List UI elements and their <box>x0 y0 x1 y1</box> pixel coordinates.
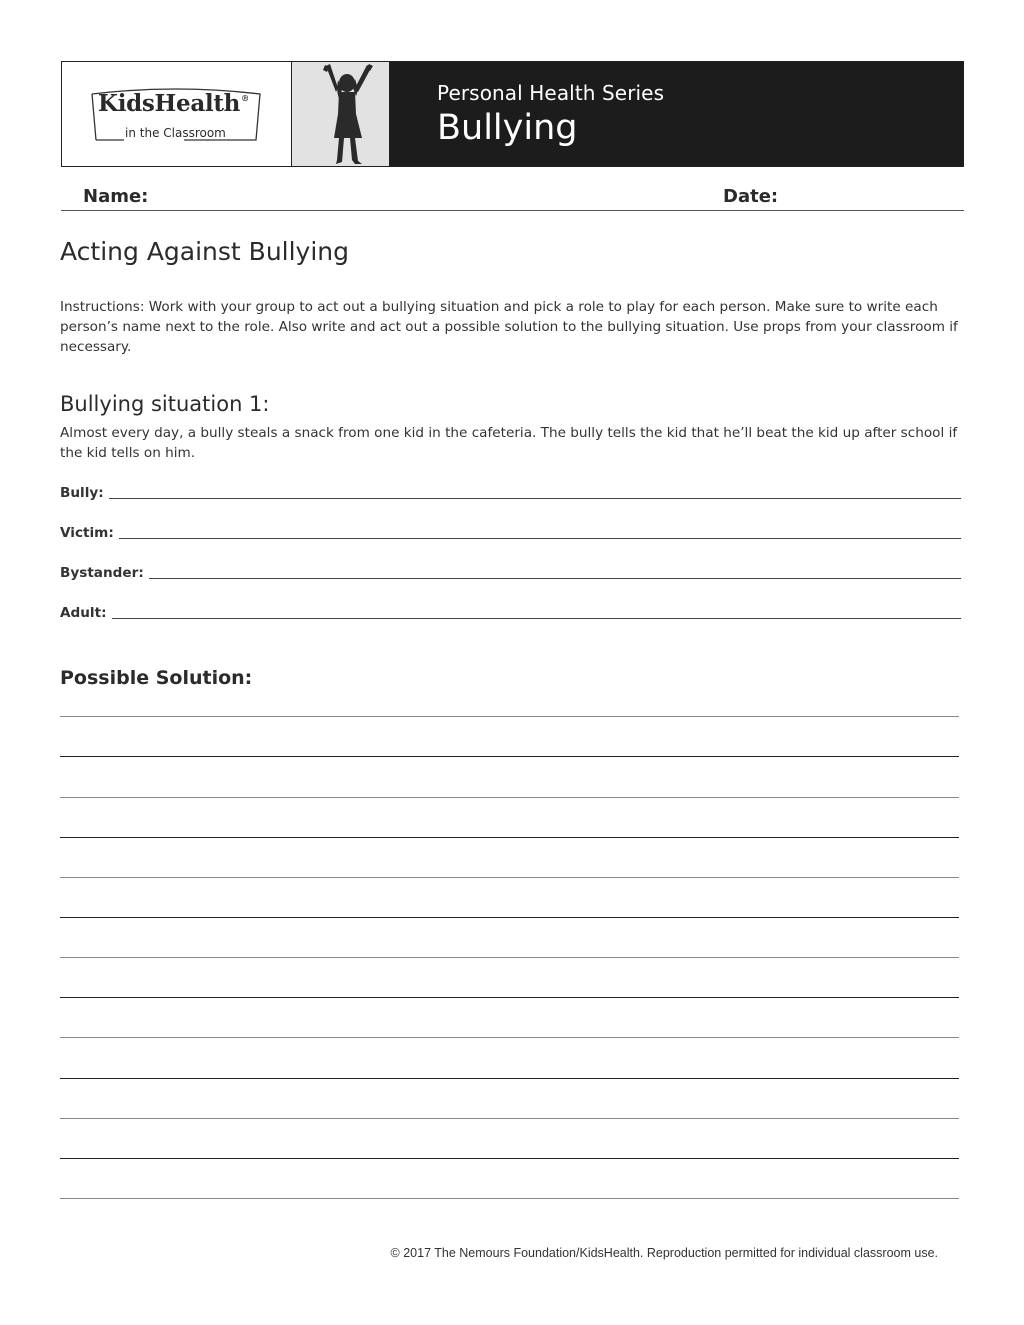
role-row-bystander <box>60 561 961 581</box>
logo-wordmark: KidsHealth® <box>98 90 249 117</box>
role-row-victim <box>60 521 961 541</box>
role-write-line <box>119 537 961 539</box>
worksheet-heading: Acting Against Bullying <box>60 237 350 266</box>
role-label: Adult: <box>60 605 107 621</box>
kid-silhouette-image <box>292 62 390 166</box>
solution-line <box>60 1078 959 1079</box>
solution-line <box>60 756 959 757</box>
solution-line <box>60 917 959 918</box>
copyright-footer: © 2017 The Nemours Foundation/KidsHealth. Reproduction permitted for individual classroom use. <box>390 1246 938 1260</box>
kidshealth-logo <box>62 62 292 166</box>
solution-line <box>60 877 959 878</box>
solution-line <box>60 837 959 838</box>
role-label: Victim: <box>60 525 114 541</box>
topic-title: Bullying <box>437 108 578 148</box>
role-row-bully <box>60 481 961 501</box>
title-block <box>390 62 963 166</box>
role-label: Bully: <box>60 485 104 501</box>
solution-line <box>60 997 959 998</box>
role-write-line <box>149 577 961 579</box>
solution-line <box>60 957 959 958</box>
situation-heading: Bullying situation 1: <box>60 392 270 416</box>
solution-line <box>60 797 959 798</box>
solution-line <box>60 1158 959 1159</box>
worksheet-header <box>61 61 964 167</box>
date-label: Date: <box>723 186 779 207</box>
solution-line <box>60 1037 959 1038</box>
name-date-row <box>61 186 964 211</box>
solution-line <box>60 1118 959 1119</box>
role-label: Bystander: <box>60 565 144 581</box>
solution-heading: Possible Solution: <box>60 667 253 689</box>
role-write-line <box>109 497 961 499</box>
instructions-text: Instructions: Work with your group to act out a bullying situation and pick a role to play for each person. Make sure to write each person’s name next to the role. Also write and act out a possible solution to the bullying situation. Use props from your classroom if necessary. <box>60 299 958 355</box>
situation-description: Almost every day, a bully steals a snack from one kid in the cafeteria. The bully tells the kid that he’ll beat the kid up after school if the kid tells on him. <box>60 425 958 461</box>
solution-line <box>60 1198 959 1199</box>
role-write-line <box>112 617 961 619</box>
name-label: Name: <box>83 186 149 207</box>
logo-subtitle: in the Classroom <box>125 126 226 140</box>
series-title: Personal Health Series <box>437 81 665 105</box>
jumping-kid-icon <box>292 62 388 166</box>
solution-line <box>60 716 959 717</box>
role-row-adult <box>60 601 961 621</box>
